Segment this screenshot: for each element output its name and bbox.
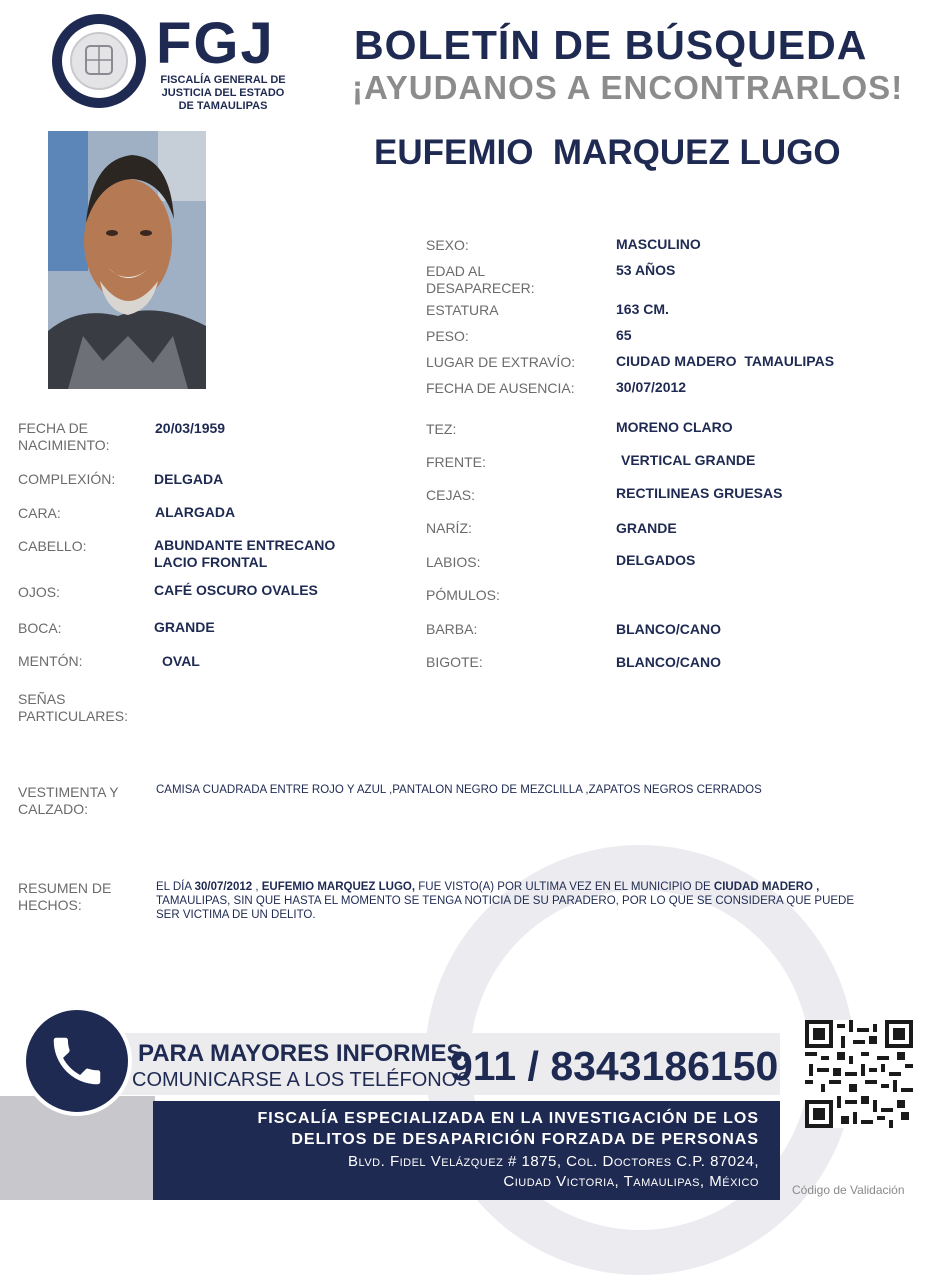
agency-name-line-1: FISCALÍA ESPECIALIZADA EN LA INVESTIGACIÓN DE LOS: [257, 1110, 759, 1127]
missing-person-photo: [48, 131, 206, 389]
value-mouth: GRANDE: [154, 619, 215, 635]
value-face: ALARGADA: [155, 504, 236, 520]
label-cheekbones: PÓMULOS:: [426, 587, 500, 603]
label-absence-date: FECHA DE AUSENCIA:: [426, 380, 575, 396]
label-face: CARA:: [18, 505, 61, 521]
qr-code-icon[interactable]: [805, 1020, 913, 1128]
value-sex: MASCULINO: [616, 236, 701, 252]
org-name-line-3: DE TAMAULIPAS: [178, 100, 268, 112]
label-weight: PESO:: [426, 328, 469, 344]
label-nose: NARÍZ:: [426, 520, 472, 536]
label-build: COMPLEXIÓN:: [18, 471, 116, 487]
label-complexion: TEZ:: [426, 421, 457, 437]
agency-name-line-2: DELITOS DE DESAPARICIÓN FORZADA DE PERSONAS: [291, 1131, 759, 1148]
value-beard: BLANCO/CANO: [616, 621, 721, 637]
qr-code-label: Código de Validación: [792, 1183, 905, 1197]
value-forehead: VERTICAL GRANDE: [621, 452, 756, 468]
value-eyes: CAFÉ OSCURO OVALES: [154, 582, 318, 598]
facts-summary: EL DÍA 30/07/2012 , EUFEMIO MARQUEZ LUGO, FUE VISTO(A) POR ULTIMA VEZ EN EL MUNICIPIO DE CIUDAD MADERO , TAMAULIPAS, SIN QUE HASTA EL MOMENTO SE TENGA NOTICIA DE SU PARADERO, POR LO QUE SE CONSIDERA QUE PUEDE SER VICTIMA DE UN DELITO.: [156, 881, 855, 921]
logo-acronym: FGJ: [156, 11, 275, 76]
value-birth-date: 20/03/1959: [155, 420, 226, 436]
missing-person-name: EUFEMIO MARQUEZ LUGO: [374, 133, 841, 172]
value-eyebrows: RECTILINEAS GRUESAS: [616, 485, 783, 501]
label-hair: CABELLO:: [18, 538, 87, 554]
value-weight: 65: [616, 327, 632, 343]
value-complexion: MORENO CLARO: [616, 419, 733, 435]
label-sex: SEXO:: [426, 237, 469, 253]
label-eyes: OJOS:: [18, 584, 61, 600]
label-facts: RESUMEN DE HECHOS:: [18, 880, 112, 913]
value-age: 53 AÑOS: [616, 262, 676, 278]
value-absence-date: 30/07/2012: [616, 379, 687, 395]
value-build: DELGADA: [154, 471, 224, 487]
value-height: 163 CM.: [616, 301, 669, 317]
label-forehead: FRENTE:: [426, 454, 486, 470]
org-name-line-1: FISCALÍA GENERAL DE: [160, 74, 286, 86]
org-name-line-2: JUSTICIA DEL ESTADO: [161, 87, 285, 99]
value-location: CIUDAD MADERO TAMAULIPAS: [616, 353, 835, 369]
agency-address-line-1: Blvd. Fidel Velázquez # 1875, Col. Doctores C.P. 87024,: [348, 1153, 759, 1170]
bulletin-subtitle: ¡AYUDANOS A ENCONTRARLOS!: [352, 69, 904, 106]
label-lips: LABIOS:: [426, 554, 481, 570]
info-title: PARA MAYORES INFORMES,: [138, 1040, 470, 1067]
label-mustache: BIGOTE:: [426, 654, 483, 670]
value-lips: DELGADOS: [616, 552, 696, 568]
phone-icon: [22, 1006, 132, 1116]
label-chin: MENTÓN:: [18, 653, 83, 669]
fgj-seal-icon: [70, 32, 128, 90]
bulletin-title: BOLETÍN DE BÚSQUEDA: [354, 22, 868, 68]
value-nose: GRANDE: [616, 520, 677, 536]
label-age: EDAD AL DESAPARECER:: [426, 263, 535, 296]
label-clothing: VESTIMENTA Y CALZADO:: [18, 784, 119, 817]
value-clothing: CAMISA CUADRADA ENTRE ROJO Y AZUL ,PANTALON NEGRO DE MEZCLILLA ,ZAPATOS NEGROS CERRADOS: [156, 784, 762, 796]
label-birth-date: FECHA DE NACIMIENTO:: [18, 420, 110, 453]
label-beard: BARBA:: [426, 621, 478, 637]
contact-phone-number[interactable]: 911 / 8343186150: [450, 1043, 779, 1089]
value-mustache: BLANCO/CANO: [616, 654, 721, 670]
label-distinguishing-marks: SEÑAS PARTICULARES:: [18, 691, 128, 724]
label-mouth: BOCA:: [18, 620, 62, 636]
value-hair: ABUNDANTE ENTRECANO LACIO FRONTAL: [154, 537, 336, 570]
agency-address-line-2: Ciudad Victoria, Tamaulipas, México: [503, 1173, 759, 1190]
info-subtitle: COMUNICARSE A LOS TELÉFONOS: [132, 1069, 471, 1091]
value-chin: OVAL: [162, 653, 200, 669]
label-eyebrows: CEJAS:: [426, 487, 476, 503]
label-height: ESTATURA: [426, 302, 499, 318]
label-location: LUGAR DE EXTRAVÍO:: [426, 354, 576, 370]
